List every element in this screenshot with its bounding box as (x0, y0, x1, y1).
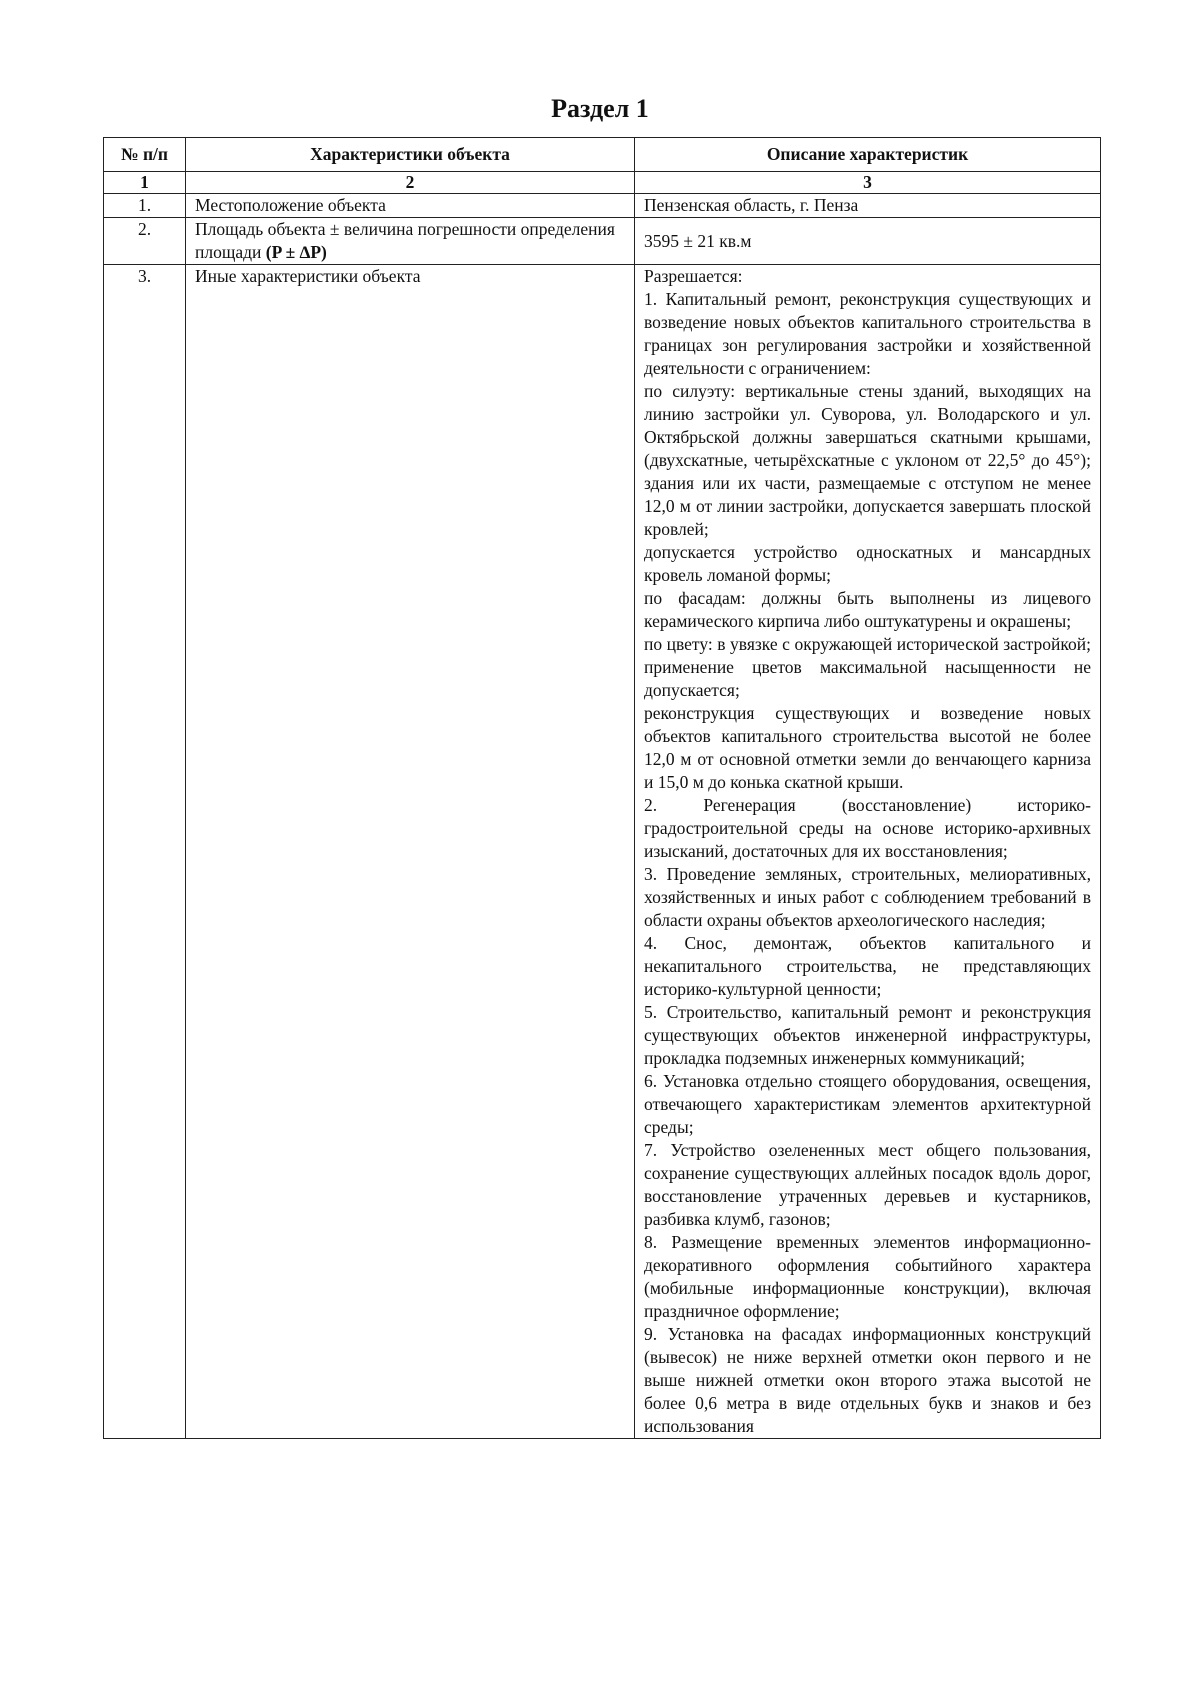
description-paragraph: 4. Снос, демонтаж, объектов капитального и некапитального строительства, не представляющих историко-культурной ценности; (644, 933, 1091, 999)
description-paragraph: 8. Размещение временных элементов информационно-декоративного оформления событийного характера (мобильные информационные конструкции), включая праздничное оформление; (644, 1232, 1091, 1321)
header-characteristic: Характеристики объекта (186, 138, 635, 172)
description-paragraph: 7. Устройство озелененных мест общего пользования, сохранение существующих аллейных посадок вдоль дорог, восстановление утраченных деревьев и кустарников, разбивка клумб, газонов; (644, 1140, 1091, 1229)
description-paragraph: по цвету: в увязке с окружающей исторической застройкой; применение цветов максимальной насыщенности не допускается; (644, 634, 1091, 700)
column-number-2: 2 (186, 172, 635, 194)
table-row-location (104, 194, 1101, 218)
row-description: 3595 ± 21 кв.м (635, 218, 1101, 265)
description-paragraph: по фасадам: должны быть выполнены из лицевого керамического кирпича либо оштукатурены и окрашены; (644, 588, 1091, 631)
row-number: 1. (104, 194, 186, 218)
row-number: 3. (104, 265, 186, 1439)
area-label: Площадь объекта ± величина погрешности определения площади (195, 219, 615, 262)
column-number-3: 3 (635, 172, 1101, 194)
description-paragraph: реконструкция существующих и возведение новых объектов капитального строительства высотой не более 12,0 м от основной отметки земли до венчающего карниза и 15,0 м до конька скатной крыши. (644, 703, 1091, 792)
description-paragraph: допускается устройство односкатных и мансардных кровель ломаной формы; (644, 542, 1091, 585)
description-paragraph: 5. Строительство, капитальный ремонт и реконструкция существующих объектов инженерной инфраструктуры, прокладка подземных инженерных коммуникаций; (644, 1002, 1091, 1068)
description-lead: Разрешается: (644, 266, 743, 286)
description-paragraph: по силуэту: вертикальные стены зданий, выходящих на линию застройки ул. Суворова, ул. Володарского и ул. Октябрьской должны завершаться скатными крышами, (двухскатные, четырёхскатные с уклоном от 22,5° до 45°); здания или их части, размещаемые с отступом не менее 12,0 м от линии застройки, допускается завершать плоской кровлей; (644, 381, 1091, 539)
row-number: 2. (104, 218, 186, 265)
description-paragraph: 6. Установка отдельно стоящего оборудования, освещения, отвечающего характеристикам элементов архитектурной среды; (644, 1071, 1091, 1137)
description-paragraph: 9. Установка на фасадах информационных конструкций (вывесок) не ниже верхней отметки окон первого и не выше нижней отметки окон второго этажа высотой не более 0,6 метра в виде отдельных букв и знаков и без использования (644, 1324, 1091, 1436)
row-characteristic (186, 218, 635, 265)
characteristics-table (103, 137, 1101, 1439)
description-paragraph: 2. Регенерация (восстановление) историко-градостроительной среды на основе историко-архивных изысканий, достаточных для их восстановления; (644, 795, 1091, 861)
description-paragraph: 1. Капитальный ремонт, реконструкция существующих и возведение новых объектов капитального строительства в границах зон регулирования застройки и хозяйственной деятельности с ограничением: (644, 289, 1091, 378)
row-characteristic: Местоположение объекта (186, 194, 635, 218)
column-numbers-row (104, 172, 1101, 194)
table-header-row (104, 138, 1101, 172)
table-row-other (104, 265, 1101, 1439)
table-row-area (104, 218, 1101, 265)
column-number-1: 1 (104, 172, 186, 194)
header-description: Описание характеристик (635, 138, 1101, 172)
area-formula: (P ± ∆P) (265, 242, 327, 262)
page-title: Раздел 1 (551, 94, 649, 123)
row-characteristic: Иные характеристики объекта (186, 265, 635, 1439)
row-description (635, 265, 1101, 1439)
description-paragraph: 3. Проведение земляных, строительных, мелиоративных, хозяйственных и иных работ с соблюдением требований в области охраны объектов археологического наследия; (644, 864, 1091, 930)
header-number: № п/п (104, 138, 186, 172)
row-description: Пензенская область, г. Пенза (635, 194, 1101, 218)
